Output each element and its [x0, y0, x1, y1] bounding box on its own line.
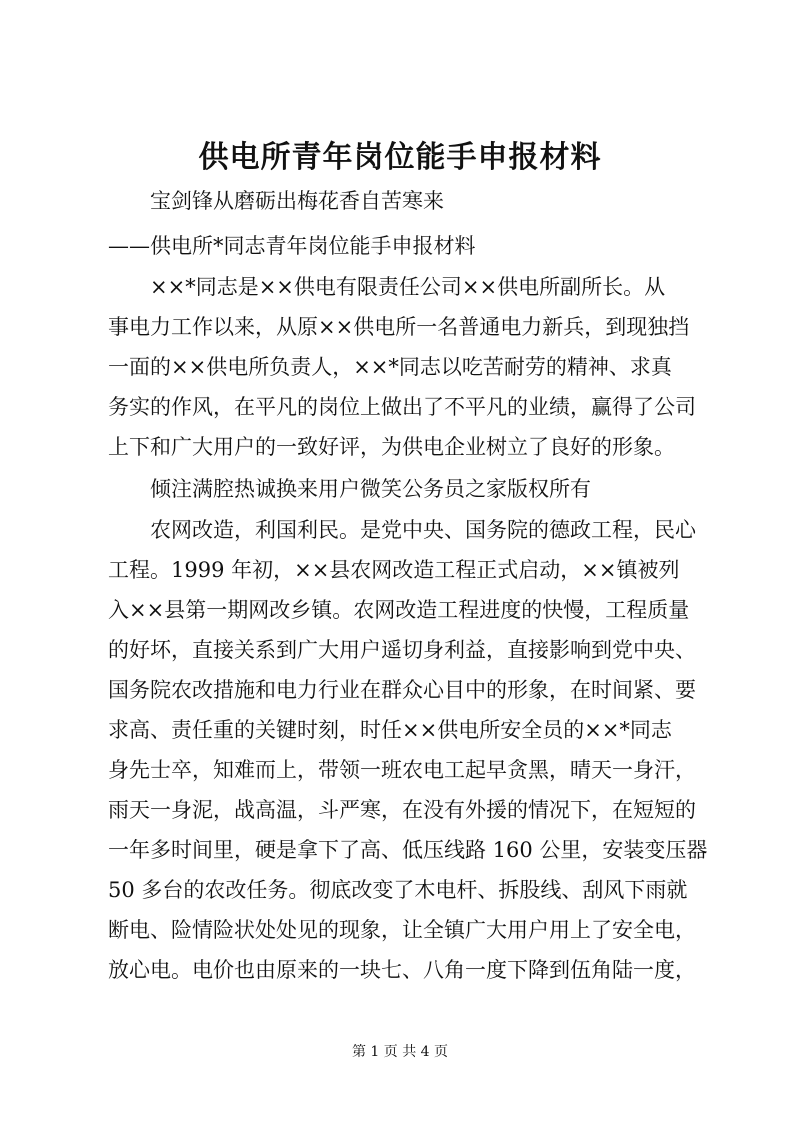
paragraph-line: 农网改造，利国利民。是党中央、国务院的德政工程，民心: [150, 518, 696, 542]
paragraph-line: ××*同志是××供电有限责任公司××供电所副所长。从: [150, 275, 666, 299]
paragraph-line: 务实的作风，在平凡的岗位上做出了不平凡的业绩，赢得了公司: [108, 395, 696, 419]
document-title: 供电所青年岗位能手申报材料: [198, 140, 602, 175]
paragraph-line: 入××县第一期网改乡镇。农网改造工程进度的快慢，工程质量: [108, 598, 690, 622]
paragraph-line: 50 多台的农改任务。彻底改变了木电杆、拆股线、刮风下雨就: [108, 878, 688, 902]
paragraph-line: 放心电。电价也由原来的一块七、八角一度下降到伍角陆一度，: [108, 958, 696, 982]
paragraph-line: 上下和广大用户的一致好评，为供电企业树立了良好的形象。: [108, 435, 675, 459]
paragraph-line: 一面的××供电所负责人，××*同志以吃苦耐劳的精神、求真: [108, 355, 672, 379]
paragraph-line: 身先士卒，知难而上，带领一班农电工起早贪黑，晴天一身汗，: [108, 758, 696, 782]
paragraph-line: 求高、责任重的关键时刻，时任××供电所安全员的××*同志: [108, 718, 672, 742]
paragraph-line: 事电力工作以来，从原××供电所一名普通电力新兵，到现独挡: [108, 315, 690, 339]
paragraph-line: 国务院农改措施和电力行业在群众心目中的形象，在时间紧、要: [108, 678, 696, 702]
paragraph-line: 工程。1999 年初，××县农网改造工程正式启动，××镇被列: [108, 558, 680, 582]
section-heading: 倾注满腔热诚换来用户微笑公务员之家版权所有: [150, 477, 591, 501]
paragraph-line: 断电、险情险状处处见的现象，让全镇广大用户用上了安全电，: [108, 918, 696, 942]
paragraph-line: 雨天一身泥，战高温，斗严寒，在没有外援的情况下，在短短的: [108, 798, 696, 822]
paragraph-line: 一年多时间里，硬是拿下了高、低压线路 160 公里，安装变压器: [108, 838, 708, 862]
page-footer: 第 1 页 共 4 页: [351, 1044, 449, 1060]
byline: ——供电所*同志青年岗位能手申报材料: [108, 234, 476, 258]
paragraph-line: 的好坏，直接关系到广大用户遥切身利益，直接影响到党中央、: [108, 638, 696, 662]
subtitle: 宝剑锋从磨砺出梅花香自苦寒来: [150, 189, 444, 213]
